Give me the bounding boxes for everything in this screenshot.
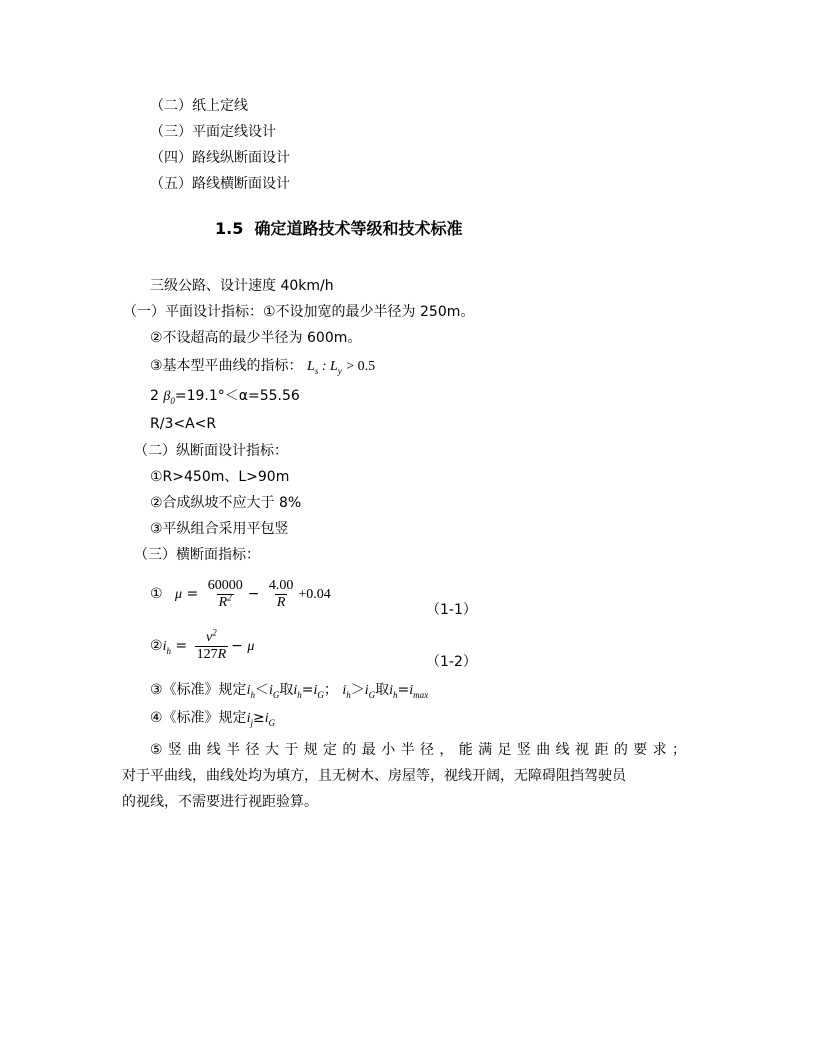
formula-1-1: ① μ = $\frac{60000}{R^2}$ − $\frac{4.00}{R}$ +0.04 — [150, 577, 331, 610]
plane-item1: ①不设加宽的最少半径为 250m。 — [263, 304, 475, 320]
cross-item3: ③《标准》规定$i_h<i_G$取$i_h=i_G$； $i_h>i_G$取$i_h=i_{max}$ — [150, 682, 429, 700]
ig-symbol: $i_G$ — [268, 683, 280, 700]
mu-symbol: μ — [247, 639, 255, 654]
plane-heading — [123, 302, 474, 322]
cross-item4-a: ④《标准》规定 — [150, 710, 247, 726]
profile-heading: （二）纵断面设计指标： — [134, 443, 288, 459]
f2-den-number: 127 — [196, 646, 218, 662]
formula-1-2-label: ② — [150, 638, 163, 654]
fraction-numerator: 4.00 — [268, 577, 294, 593]
plane-item3 — [150, 356, 375, 377]
ih-symbol: $i_h$ — [246, 683, 255, 700]
plane-item3-label: ③基本型平曲线的指标： — [150, 358, 303, 374]
ij-symbol: $i_j$ — [246, 711, 253, 728]
cross-item4: ④《标准》规定$i_j\ge i_G$ — [150, 710, 276, 728]
fraction-denominator: R — [276, 594, 286, 610]
intro-line: 三级公路、设计速度 40km/h — [150, 278, 334, 294]
section-title-text: 确定道路技术等级和技术标准 — [254, 219, 463, 238]
equation-number-1-1: （1-1） — [426, 602, 477, 618]
ih-symbol: $i_h$ — [389, 683, 398, 700]
cross-item5-line3: 的视线，不需要进行视距验算。 — [122, 794, 318, 810]
outline-item: （二）纸上定线 — [150, 98, 248, 114]
formula-1-2: $②i_h$ = $\frac{v^2}{127R}$ − μ — [150, 626, 255, 662]
ig-symbol: $i_G$ — [264, 711, 276, 728]
plane-item2: ②不设超高的最少半径为 600m。 — [150, 330, 362, 346]
profile-item3: ③平纵组合采用平包竖 — [150, 521, 289, 537]
outline-item: （四）路线纵断面设计 — [150, 150, 290, 166]
fraction-numerator: 60000 — [207, 577, 243, 593]
mu-symbol: μ — [175, 587, 183, 602]
fraction-numerator: $v^2$ — [206, 626, 217, 645]
cross-item3-a: ③《标准》规定 — [150, 682, 247, 698]
cross-item3-c: ； — [323, 682, 343, 698]
ig-symbol: $i_G$ — [364, 683, 376, 700]
fraction-v2-127r — [195, 626, 229, 663]
plane-heading-text: （一）平面设计指标： — [123, 304, 263, 320]
beta-prefix: 2 — [150, 388, 159, 404]
profile-item2: ②合成纵坡不应大于 8% — [150, 495, 302, 511]
section-title — [215, 218, 463, 240]
ls-ly-ratio-formula: $L_s$ : $L_y$ — [307, 359, 342, 376]
cross-item5-line2: 对于平曲线，曲线处均为填方，且无树木、房屋等，视线开阔，无障碍阻挡驾驶员 — [122, 768, 626, 784]
fraction-denominator: $R^2$ — [218, 591, 232, 610]
equation-number-1-2: （1-2） — [426, 654, 477, 670]
cross-heading: （三）横断面指标： — [134, 547, 260, 563]
fraction-60000-r2 — [206, 578, 245, 611]
ratio-threshold: > 0.5 — [346, 359, 376, 374]
outline-item: （三）平面定线设计 — [150, 124, 276, 140]
ih-symbol: $i_h$ — [342, 683, 351, 700]
ig-symbol: $i_G$ — [313, 683, 324, 700]
cross-item3-b: 取 — [279, 682, 294, 698]
cross-item5-line1: ⑤竖曲线半径大于规定的最小半径，能满足竖曲线视距的要求； — [150, 742, 686, 758]
cross-item3-d: 取 — [375, 682, 390, 698]
profile-item1: ①R>450m、L>90m — [150, 469, 290, 485]
r-range-line: R/3<A<R — [150, 416, 217, 432]
section-number: 1.5 — [215, 219, 244, 238]
fraction-denominator: 127R — [196, 646, 227, 662]
fraction-4-r — [267, 578, 296, 611]
beta-rest: =19.1°＜α=55.56 — [174, 388, 300, 404]
ih-symbol: $i_h$ — [293, 683, 302, 700]
outline-item: （五）路线横断面设计 — [150, 176, 290, 192]
formula-1-1-label: ① — [150, 586, 163, 602]
beta-line — [150, 386, 300, 407]
formula-1-1-tail: +0.04 — [298, 587, 331, 602]
imax-symbol: $i_{max}$ — [409, 683, 429, 700]
beta-symbol: $\beta_0$ — [163, 389, 175, 406]
ih-symbol: $i_h$ — [162, 639, 171, 656]
